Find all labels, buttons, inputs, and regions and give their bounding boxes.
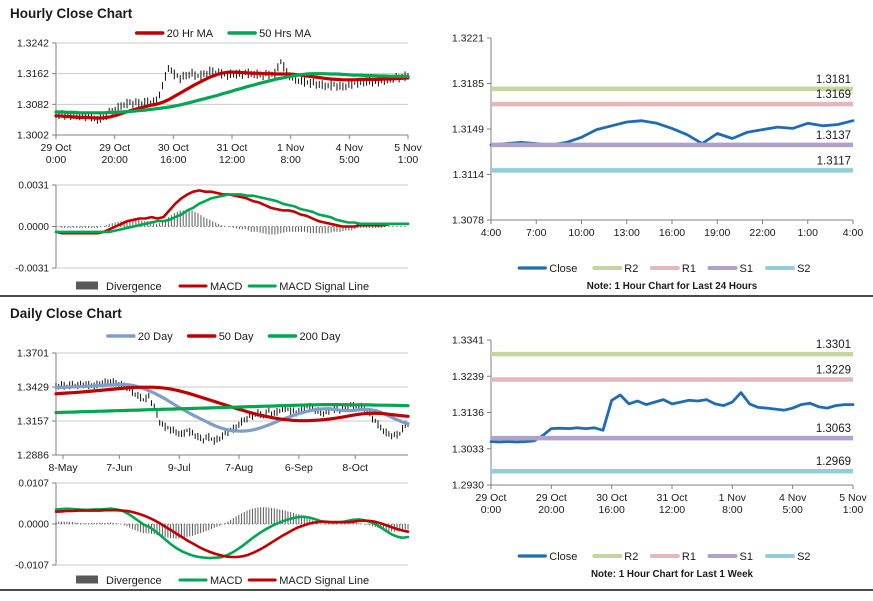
y-tick-label: -0.0031 — [15, 263, 49, 275]
legend-item — [652, 263, 696, 275]
y-tick-label: 1.3114 — [452, 169, 484, 181]
x-tick-label: 31 Oct — [216, 142, 248, 154]
x-tick-label: 1 Nov — [276, 142, 305, 154]
y-tick-label: 1.3078 — [451, 214, 484, 227]
legend-label: R1 — [681, 550, 696, 563]
legend-label: MACD — [210, 574, 243, 587]
x-tick-label: 4 Nov — [778, 492, 807, 504]
s2-level-label: 1.3117 — [816, 155, 851, 168]
legend-item — [710, 551, 753, 563]
x-tick-label: 8:00 — [280, 154, 301, 166]
x-tick-label: 5 Nov — [839, 492, 867, 504]
y-tick-label: 1.3429 — [16, 381, 49, 394]
x-tick-label: 16:00 — [598, 504, 625, 516]
hourly-section-title: Hourly Close Chart — [10, 6, 133, 21]
section-divider — [0, 295, 873, 297]
y-tick-label: 1.2886 — [16, 449, 49, 462]
x-tick-label: 1 Nov — [718, 492, 747, 504]
x-tick-label: 8-May — [48, 462, 78, 474]
y-tick-label: 1.3221 — [451, 32, 484, 45]
y-tick-label: 1.3239 — [451, 370, 484, 383]
x-tick-label: 4:00 — [480, 227, 502, 239]
legend-label: R1 — [681, 262, 696, 275]
legend-item — [76, 281, 162, 293]
legend-label: MACD Signal Line — [279, 280, 370, 293]
daily-close-chart — [8, 324, 416, 474]
x-tick-label: 10:00 — [568, 227, 595, 239]
r1-level-label: 1.3229 — [815, 364, 851, 377]
legend-label: S1 — [739, 550, 753, 563]
y-tick-label: 1.3002 — [16, 129, 49, 142]
y-tick-label: 1.3701 — [16, 347, 49, 360]
x-tick-label: 1:00 — [397, 154, 419, 166]
macd-line — [56, 509, 408, 558]
legend-item — [137, 28, 214, 40]
x-tick-label: 7-Aug — [225, 462, 254, 474]
r1-level-label: 1.3169 — [815, 89, 851, 102]
x-tick-label: 7-Jun — [106, 462, 133, 474]
legend-label: MACD Signal Line — [279, 574, 370, 587]
x-tick-label: 20:00 — [538, 504, 565, 516]
legend-label: S2 — [797, 550, 811, 563]
legend-swatch — [76, 282, 98, 290]
legend-label: S2 — [797, 262, 811, 275]
x-tick-label: 20:00 — [101, 154, 128, 166]
legend-item — [594, 263, 638, 275]
s2-level-label: 1.2969 — [815, 456, 851, 469]
y-tick-label: 1.3149 — [451, 123, 484, 136]
x-tick-label: 1:00 — [842, 504, 864, 516]
legend-label: S1 — [739, 262, 753, 275]
x-tick-label: 31 Oct — [656, 492, 688, 504]
legend-item — [767, 551, 810, 563]
x-tick-label: 8:00 — [722, 504, 743, 516]
x-tick-label: 16:00 — [160, 154, 187, 166]
y-tick-label: 1.3242 — [16, 37, 49, 50]
x-tick-label: 12:00 — [218, 154, 246, 166]
legend-item — [710, 263, 753, 275]
y-tick-label: 1.2930 — [451, 479, 484, 492]
x-tick-label: 19:00 — [704, 227, 731, 239]
divergence-bars — [56, 507, 408, 538]
legend-item — [229, 28, 312, 40]
legend-label: R2 — [624, 262, 639, 275]
x-tick-label: 8-Oct — [342, 462, 369, 474]
daily-pivot-chart — [435, 308, 871, 590]
x-tick-label: 30 Oct — [157, 142, 189, 154]
legend-item — [270, 331, 341, 343]
legend-label: 20 Day — [137, 330, 173, 343]
legend-item — [76, 575, 162, 587]
r2-level-label: 1.3181 — [815, 73, 851, 86]
x-tick-label: 5:00 — [782, 504, 803, 516]
hourly-macd-chart — [8, 172, 416, 294]
daily-macd-chart — [8, 474, 416, 590]
x-tick-label: 1:00 — [797, 227, 818, 239]
y-tick-label: 1.3185 — [451, 78, 484, 90]
daily-section-title: Daily Close Chart — [10, 306, 122, 321]
x-tick-label: 5 Nov — [394, 142, 422, 154]
hourly-close-chart — [8, 24, 422, 170]
x-tick-label: 0:00 — [45, 154, 67, 166]
y-tick-label: 1.3082 — [16, 98, 49, 111]
x-tick-label: 30 Oct — [596, 492, 628, 504]
legend-item — [767, 263, 810, 275]
x-tick-label: 13:00 — [613, 227, 640, 239]
macd-signal-line — [56, 510, 408, 557]
x-tick-label: 16:00 — [658, 227, 686, 239]
x-tick-label: 4:00 — [842, 227, 864, 239]
legend-label: Close — [549, 550, 578, 563]
r2-level-label: 1.3301 — [815, 339, 851, 352]
legend-label: Close — [549, 262, 578, 275]
legend-label: R2 — [624, 550, 639, 563]
y-tick-label: 1.3157 — [16, 415, 49, 428]
x-tick-label: 4 Nov — [335, 142, 364, 154]
x-tick-label: 29 Oct — [475, 492, 507, 504]
hourly-pivot-chart — [435, 8, 871, 296]
legend-item — [189, 331, 254, 343]
legend-label: 50 Day — [218, 330, 254, 343]
x-tick-label: 29 Oct — [40, 142, 72, 154]
y-tick-label: 1.3162 — [16, 68, 49, 81]
legend-label: 50 Hrs MA — [259, 27, 312, 40]
legend-item — [519, 551, 577, 563]
y-tick-label: 1.3136 — [451, 407, 484, 419]
legend-label: 200 Day — [299, 330, 341, 343]
chart-note: Note: 1 Hour Chart for Last 1 Week — [590, 569, 754, 580]
x-tick-label: 9-Jul — [167, 462, 191, 474]
legend-item — [249, 575, 369, 587]
y-tick-label: 0.0000 — [18, 222, 49, 233]
x-tick-label: 12:00 — [658, 504, 686, 516]
legend-item — [180, 281, 242, 293]
x-tick-label: 7:00 — [526, 227, 547, 239]
y-tick-label: 0.0107 — [18, 478, 49, 490]
y-tick-label: 1.3341 — [451, 334, 484, 347]
legend-item — [180, 575, 242, 587]
s1-level-label: 1.3063 — [815, 423, 851, 436]
x-tick-label: 6-Sep — [284, 462, 313, 474]
y-tick-label: -0.0107 — [15, 560, 49, 572]
legend-item — [108, 331, 173, 343]
legend-label: Divergence — [106, 574, 162, 587]
legend-swatch — [76, 576, 98, 584]
bottom-divider — [0, 589, 873, 591]
legend-label: MACD — [210, 280, 243, 293]
legend-label: Divergence — [106, 280, 162, 293]
legend-item — [249, 281, 369, 293]
x-tick-label: 5:00 — [339, 154, 360, 166]
x-tick-label: 0:00 — [480, 504, 502, 516]
legend-item — [519, 263, 577, 275]
close-line — [491, 121, 853, 145]
legend-item — [594, 551, 638, 563]
y-tick-label: 0.0000 — [18, 519, 49, 531]
legend-item — [652, 551, 696, 563]
x-tick-label: 22:00 — [749, 227, 776, 239]
legend-label: 20 Hr MA — [166, 27, 214, 40]
y-tick-label: 1.3033 — [451, 443, 484, 456]
y-tick-label: 0.0031 — [18, 180, 49, 192]
close-line — [491, 393, 853, 442]
chart-note: Note: 1 Hour Chart for Last 24 Hours — [586, 281, 758, 292]
s1-level-label: 1.3137 — [815, 129, 851, 142]
x-tick-label: 29 Oct — [99, 142, 131, 154]
x-tick-label: 29 Oct — [535, 492, 567, 504]
